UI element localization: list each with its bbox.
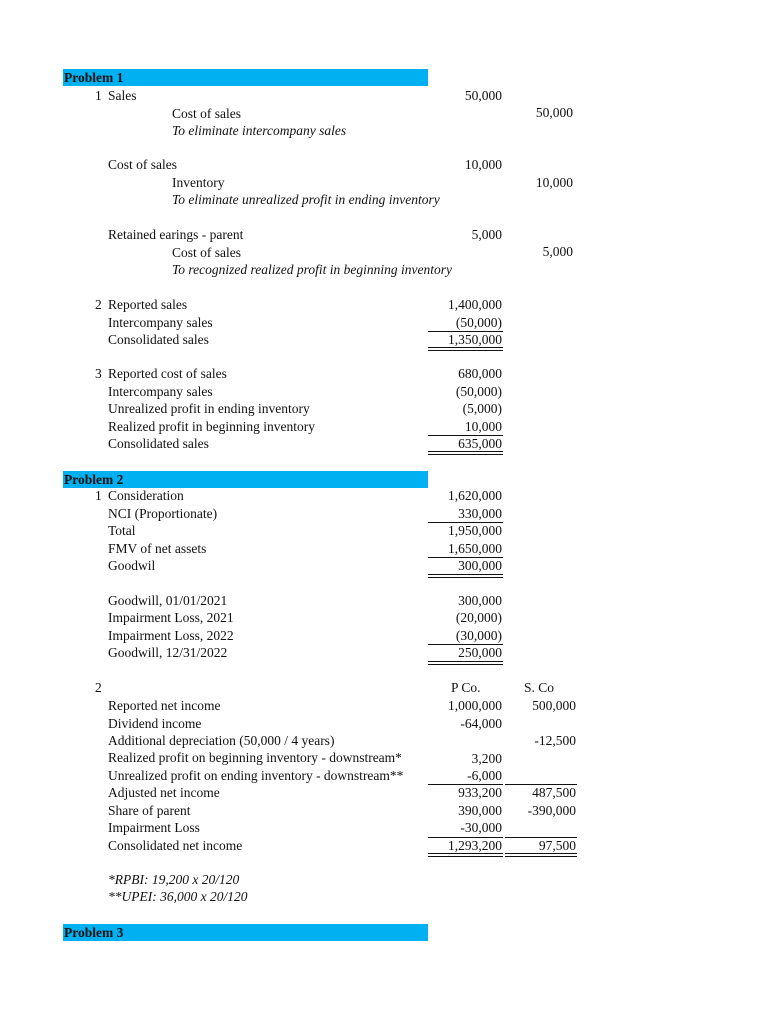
row-label: Impairment Loss, 2021 <box>108 610 234 625</box>
p-value: 3,200 <box>471 751 502 766</box>
item-number: 1 <box>95 488 102 503</box>
row-value: (5,000) <box>462 401 502 416</box>
p-value: -64,000 <box>460 716 502 731</box>
row-label: FMV of net assets <box>108 541 207 556</box>
row-label: Unrealized profit on ending inventory - downstream** <box>108 768 404 783</box>
row-label: Share of parent <box>108 803 191 818</box>
row-value: (50,000) <box>455 384 502 399</box>
row-label: Impairment Loss <box>108 820 200 835</box>
row-label: Impairment Loss, 2022 <box>108 628 234 643</box>
p-value: 1,293,200 <box>448 838 502 853</box>
row-label: Reported sales <box>108 297 188 312</box>
footnote: *RPBI: 19,200 x 20/120 <box>108 872 240 887</box>
row-value: (50,000) <box>455 315 502 330</box>
debit-account: Cost of sales <box>108 157 177 172</box>
credit-account: Inventory <box>172 175 225 190</box>
journal-note: To eliminate intercompany sales <box>172 123 347 138</box>
s-value: 500,000 <box>532 698 576 713</box>
row-value: 1,950,000 <box>448 523 502 538</box>
row-label: Goodwil <box>108 558 156 573</box>
credit-amount: 50,000 <box>535 105 573 120</box>
item-number: 1 <box>95 88 102 103</box>
journal-note: To eliminate unrealized profit in ending inventory <box>172 192 440 207</box>
row-value: 1,400,000 <box>448 297 502 312</box>
problem-1-header: Problem 1 <box>63 69 428 86</box>
row-label: NCI (Proportionate) <box>108 506 218 521</box>
row-label: Reported net income <box>108 698 221 713</box>
row-label: Consolidated sales <box>108 332 209 347</box>
problem-3-header: Problem 3 <box>63 924 428 941</box>
row-label: Dividend income <box>108 716 202 731</box>
credit-amount: 10,000 <box>535 175 573 190</box>
row-label: Consolidated sales <box>108 436 209 451</box>
row-value: 250,000 <box>458 645 502 660</box>
item-number: 2 <box>95 680 102 695</box>
row-value: 1,350,000 <box>448 332 502 347</box>
p-value: 933,200 <box>458 785 502 800</box>
row-label: Additional depreciation (50,000 / 4 years) <box>108 733 335 748</box>
row-label: Total <box>108 523 136 538</box>
row-value: 1,650,000 <box>448 541 502 556</box>
p-value: 1,000,000 <box>448 698 502 713</box>
row-value: 680,000 <box>458 366 502 381</box>
row-value: 1,620,000 <box>448 488 502 503</box>
debit-amount: 5,000 <box>471 227 502 242</box>
row-label: Consideration <box>108 488 184 503</box>
row-label: Unrealized profit in ending inventory <box>108 401 310 416</box>
total-double-rule <box>505 853 577 857</box>
footnote: **UPEI: 36,000 x 20/120 <box>108 889 248 904</box>
row-value: 300,000 <box>458 593 502 608</box>
debit-amount: 10,000 <box>464 157 502 172</box>
row-value: (30,000) <box>455 628 502 643</box>
item-number: 3 <box>95 366 102 381</box>
total-double-rule <box>428 574 503 578</box>
row-label: Reported cost of sales <box>108 366 227 381</box>
s-value: -12,500 <box>534 733 576 748</box>
debit-account: Retained earings - parent <box>108 227 244 242</box>
row-label: Realized profit in beginning inventory <box>108 419 315 434</box>
total-double-rule <box>428 853 503 857</box>
credit-amount: 5,000 <box>542 244 573 259</box>
row-label: Intercompany sales <box>108 384 213 399</box>
row-value: 635,000 <box>458 436 502 451</box>
row-value: 330,000 <box>458 506 502 521</box>
total-double-rule <box>428 661 503 665</box>
s-value: 487,500 <box>532 785 576 800</box>
total-double-rule <box>428 451 503 455</box>
s-value: -390,000 <box>527 803 576 818</box>
row-label: Realized profit on beginning inventory - downstream* <box>108 750 402 765</box>
item-number: 2 <box>95 297 102 312</box>
row-label: Adjusted net income <box>108 785 220 800</box>
credit-account: Cost of sales <box>172 106 241 121</box>
row-label: Consolidated net income <box>108 838 243 853</box>
row-label: Intercompany sales <box>108 315 213 330</box>
row-label: Goodwill, 01/01/2021 <box>108 593 228 608</box>
debit-account: Sales <box>108 88 137 103</box>
debit-amount: 50,000 <box>464 88 502 103</box>
credit-account: Cost of sales <box>172 245 241 260</box>
problem-2-header: Problem 2 <box>63 471 428 488</box>
row-value: 10,000 <box>464 419 502 434</box>
column-header-p-co: P Co. <box>451 680 481 695</box>
row-label: Goodwill, 12/31/2022 <box>108 645 228 660</box>
column-header-s-co: S. Co <box>524 680 555 695</box>
journal-note: To recognized realized profit in beginning inventory <box>172 262 452 277</box>
p-value: 390,000 <box>458 803 502 818</box>
p-value: -30,000 <box>460 820 502 835</box>
s-value: 97,500 <box>538 838 576 853</box>
p-value: -6,000 <box>467 768 502 783</box>
total-double-rule <box>428 347 503 351</box>
row-value: (20,000) <box>455 610 502 625</box>
row-value: 300,000 <box>458 558 502 573</box>
